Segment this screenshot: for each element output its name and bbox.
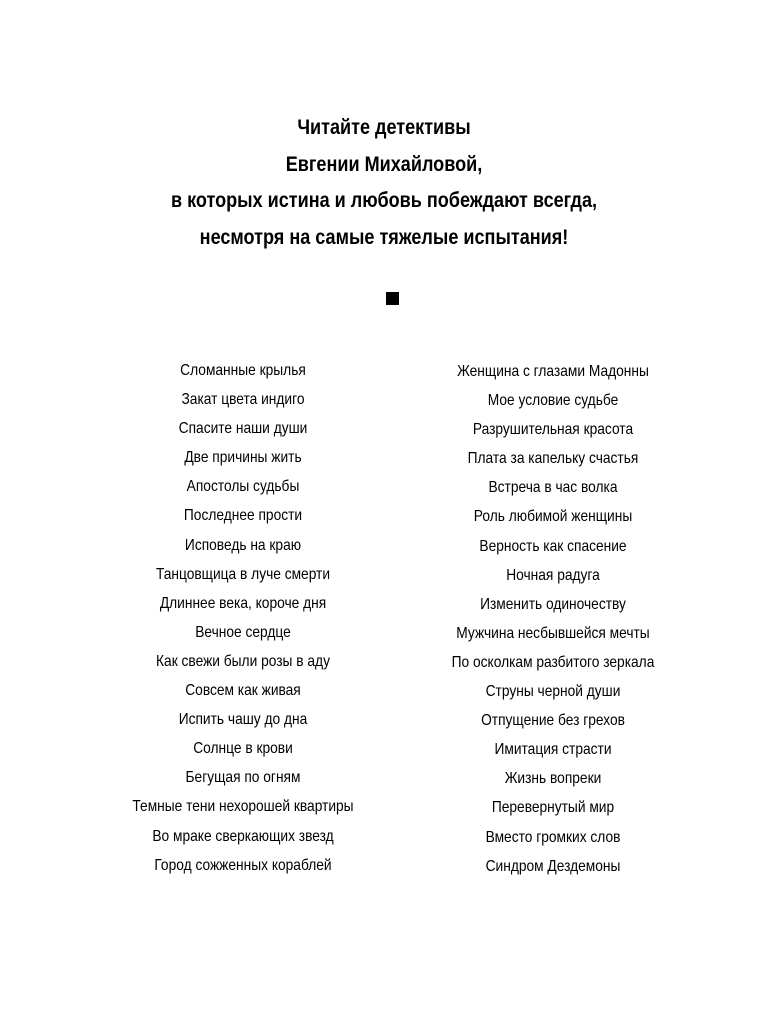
book-title: Две причины жить [184, 449, 302, 467]
book-title: Жизнь вопреки [504, 770, 602, 788]
book-title: Последнее прости [183, 507, 303, 525]
square-separator-icon [386, 292, 399, 305]
book-title: Отпущение без грехов [481, 712, 625, 730]
book-title: Плата за капельку счастья [467, 450, 639, 468]
book-title: По осколкам разбитого зеркала [451, 653, 655, 671]
book-title: Перевернутый мир [491, 799, 615, 817]
book-title: Синдром Дездемоны [485, 857, 621, 875]
book-title: Женщина с глазами Мадонны [457, 363, 649, 380]
book-title: Встреча в час волка [488, 479, 618, 497]
book-title: Ночная радуга [506, 566, 600, 584]
book-title: Мужчина несбывшейся мечты [456, 624, 650, 642]
heading-line: Евгении Михайловой, [285, 152, 483, 176]
page-heading [54, 110, 714, 256]
book-title: Разрушительная красота [472, 421, 634, 439]
book-list-right [424, 357, 682, 881]
heading-line: в которых истина и любовь побеждают всегда, [170, 189, 598, 212]
book-title: Во мраке сверкающих звезд [152, 827, 334, 845]
book-title: Закат цвета индиго [181, 391, 305, 409]
book-title: Совсем как живая [185, 682, 301, 700]
book-title: Испить чашу до дна [178, 711, 308, 729]
book-title: Имитация страсти [494, 741, 612, 759]
book-title: Город сожженных кораблей [154, 856, 332, 874]
book-title: Апостолы судьбы [186, 478, 300, 496]
book-title: Танцовщица в луче смерти [155, 565, 331, 583]
book-title: Мое условие судьбе [487, 392, 619, 410]
book-title: Длиннее века, короче дня [159, 594, 327, 612]
book-title: Струны черной души [485, 683, 621, 701]
book-title: Сломанные крылья [180, 362, 306, 379]
book-list-left [114, 356, 372, 880]
book-title: Как свежи были розы в аду [156, 652, 330, 670]
book-title: Изменить одиночеству [480, 595, 626, 613]
book-title: Бегущая по огням [185, 769, 301, 787]
heading-line: несмотря на самые тяжелые испытания! [199, 225, 569, 249]
book-title: Вместо громких слов [485, 828, 621, 846]
book-title: Верность как спасение [479, 537, 627, 555]
book-title: Вечное сердце [195, 623, 291, 641]
book-title: Темные тени нехорошей квартиры [132, 798, 354, 816]
book-title: Исповедь на краю [184, 536, 302, 554]
book-title: Солнце в крови [193, 740, 293, 758]
heading-line: Читайте детективы [297, 116, 471, 139]
book-title: Роль любимой женщины [473, 508, 633, 526]
book-title: Спасите наши души [178, 420, 308, 438]
